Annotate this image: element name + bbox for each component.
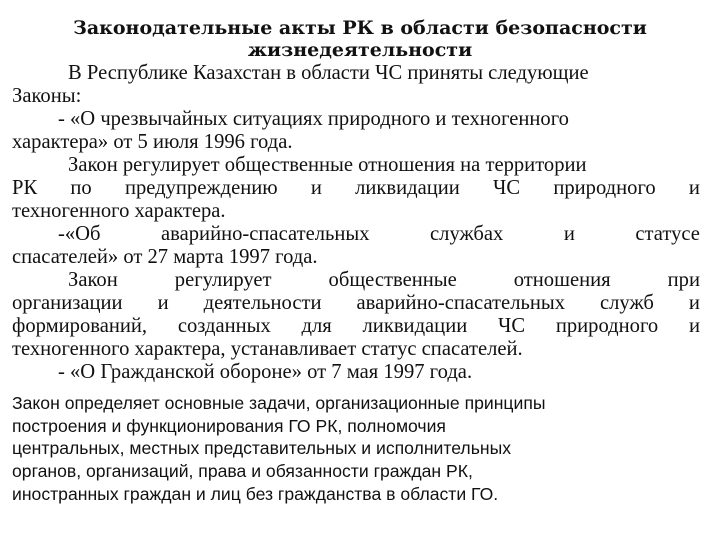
word: РК [12, 177, 38, 199]
word: деятельности [203, 292, 322, 314]
word: служб [600, 292, 654, 314]
law3-desc-line-1: Закон определяет основные задачи, организационные принципы [12, 393, 546, 413]
word: организации [12, 292, 123, 314]
law2-desc-line-3 [12, 315, 700, 338]
word: Закон [68, 269, 118, 291]
law1-desc-line-3: техногенного характера. [12, 200, 226, 222]
word: общественные [328, 269, 457, 291]
law3-desc-line-5: иностранных граждан и лиц без гражданства в области ГО. [12, 483, 499, 504]
law2-line-2: спасателей» от 27 марта 1997 года. [12, 246, 318, 268]
law3-desc-line-3: центральных, местных представительных и исполнительных [12, 438, 512, 459]
word: созданных [177, 315, 271, 337]
slide-title-line-1: Законодательные акты РК в области безопасности [73, 17, 647, 39]
law3-line-1: - «О Гражданской обороне» от 7 мая 1997 года. [58, 361, 473, 383]
word: и [157, 292, 169, 314]
word: и [310, 177, 322, 199]
intro-line-2: Законы: [12, 85, 82, 107]
law2-desc-line-1 [12, 269, 700, 292]
intro-line-1: В Республике Казахстан в области ЧС приняты следующие [68, 62, 589, 84]
body-serif-block [12, 62, 700, 384]
word: и [688, 315, 700, 337]
word: отношения [513, 269, 611, 291]
law1-desc-line-2 [12, 177, 700, 200]
word: ЧС [497, 315, 526, 337]
law2-desc-line-2 [12, 292, 700, 315]
law1-line-2: характера» от 5 июля 1996 года. [12, 131, 293, 153]
word: формирований, [12, 315, 148, 337]
law1-line-1: - «О чрезвычайных ситуациях природного и техногенного [58, 108, 569, 130]
word: аварийно-спасательных [356, 292, 566, 314]
word: предупреждению [124, 177, 278, 199]
word: по [70, 177, 92, 199]
word: ликвидации [355, 177, 460, 199]
body-sans-block [12, 392, 700, 505]
word: для [301, 315, 332, 337]
law1-desc-line-1: Закон регулирует общественные отношения на территории [68, 154, 587, 176]
word: и [688, 177, 700, 199]
law3-desc-line-4: органов, организаций, права и обязанности граждан РК, [12, 461, 473, 482]
word: статусе [635, 223, 700, 245]
word: и [688, 292, 700, 314]
law2-line-1 [12, 223, 700, 246]
word: службах [430, 223, 504, 245]
slide-title-line-2: жизнедеятельности [247, 39, 473, 61]
word: природного [553, 177, 656, 199]
word: при [667, 269, 700, 291]
law3-desc-line-2: построения и функционирования ГО РК, полномочия [12, 415, 446, 436]
word: природного [555, 315, 659, 337]
word: аварийно-спасательных [161, 223, 370, 245]
word: ликвидации [362, 315, 468, 337]
word: регулирует [174, 269, 272, 291]
word: ЧС [493, 177, 521, 199]
word: -«Об [58, 223, 101, 245]
law2-desc-line-4: техногенного характера, устанавливает статус спасателей. [12, 338, 523, 360]
word: и [563, 223, 575, 245]
